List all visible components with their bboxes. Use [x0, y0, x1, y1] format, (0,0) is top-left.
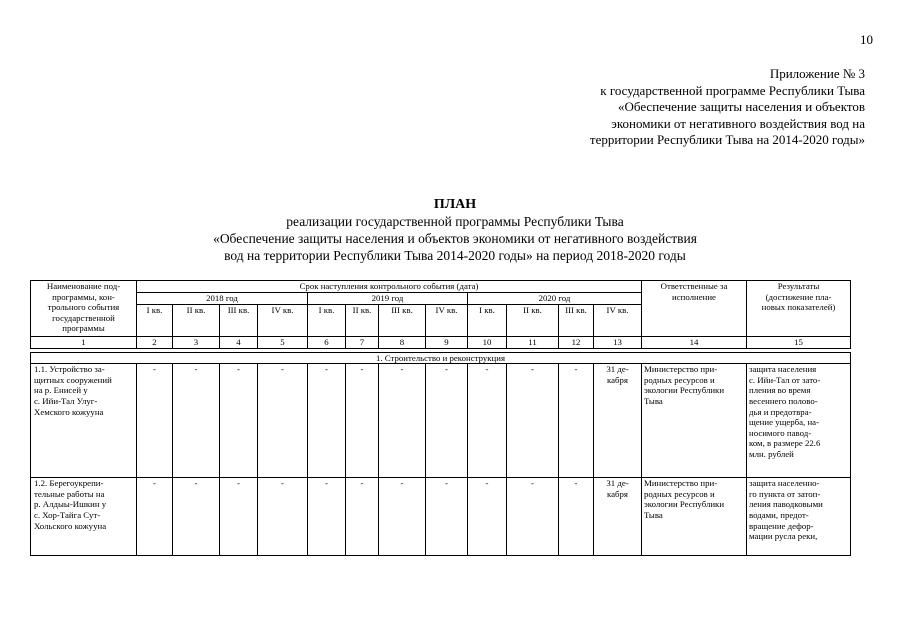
header-results: Результаты (достижение пла- новых показателей): [747, 281, 851, 337]
quarter-cell: -: [346, 478, 379, 556]
column-number: 1: [31, 337, 137, 349]
quarter-cell: -: [507, 364, 559, 478]
column-number: 9: [426, 337, 468, 349]
column-number: 15: [747, 337, 851, 349]
quarter-cell: -: [379, 364, 426, 478]
plan-title: ПЛАН: [433, 197, 477, 212]
column-number: 14: [642, 337, 747, 349]
plan-subtitle-line: вод на территории Республики Тыва 2014-2020 годы» на период 2018-2020 годы: [224, 248, 686, 263]
quarter-cell: -: [559, 364, 594, 478]
appendix-line: к государственной программе Республики Тыва: [600, 82, 865, 98]
appendix-line: экономики от негативного воздействия вод на: [611, 115, 865, 131]
header-quarter: III кв.: [559, 305, 594, 337]
quarter-cell: -: [137, 364, 173, 478]
column-number: 10: [468, 337, 507, 349]
header-quarter: IV кв.: [426, 305, 468, 337]
section-title: 1. Строительство и реконструкция: [31, 352, 851, 364]
quarter-cell: -: [308, 364, 346, 478]
quarter-cell: -: [220, 364, 258, 478]
header-quarter: II кв.: [507, 305, 559, 337]
plan-subtitle-line: реализации государственной программы Республики Тыва: [286, 214, 624, 229]
column-number: 3: [173, 337, 220, 349]
appendix-block: [505, 66, 865, 149]
column-number: 5: [258, 337, 308, 349]
row-responsible: Министерство при- родных ресурсов и экологии Республики Тыва: [642, 364, 747, 478]
header-quarter: I кв.: [308, 305, 346, 337]
quarter-cell: -: [137, 478, 173, 556]
quarter-cell: -: [468, 478, 507, 556]
header-quarter: II кв.: [173, 305, 220, 337]
header-deadline: Срок наступления контрольного события (дата): [137, 281, 642, 293]
column-number: 8: [379, 337, 426, 349]
header-responsible: Ответственные за исполнение: [642, 281, 747, 337]
column-number: 4: [220, 337, 258, 349]
page-number: 10: [860, 32, 873, 47]
row-name: 1.2. Берегоукрепи- тельные работы на р. Алдыы-Ишкин у с. Хор-Тайга Сут- Хольского кожууна: [31, 478, 137, 556]
column-number: 12: [559, 337, 594, 349]
quarter-cell: -: [308, 478, 346, 556]
header-name: Наименование под- программы, кон- трольного события государственной программы: [31, 281, 137, 337]
quarter-cell: -: [426, 364, 468, 478]
quarter-cell: -: [258, 478, 308, 556]
quarter-cell: -: [346, 364, 379, 478]
row-result: защита населения с. Ийи-Тал от зато- пления во время весеннего полово- дья и предотвра- щение ущерба, на- носимого павод- ком, в размере 22.6 млн. рублей: [747, 364, 851, 478]
quarter-cell-deadline: 31 де- кабря: [594, 478, 642, 556]
plan-heading: [120, 196, 790, 264]
quarter-cell: -: [507, 478, 559, 556]
table-row: [31, 478, 851, 556]
column-number: 2: [137, 337, 173, 349]
quarter-cell: -: [258, 364, 308, 478]
header-quarter: III кв.: [220, 305, 258, 337]
quarter-cell: -: [173, 364, 220, 478]
quarter-cell: -: [379, 478, 426, 556]
row-name: 1.1. Устройство за- щитных сооружений на р. Енисей у с. Ийи-Тал Улуг- Хемского кожууна: [31, 364, 137, 478]
header-year: 2019 год: [308, 293, 468, 305]
table-row: [31, 364, 851, 478]
quarter-cell: -: [468, 364, 507, 478]
appendix-line: территории Республики Тыва на 2014-2020 годы»: [589, 132, 865, 147]
header-year: 2020 год: [468, 293, 642, 305]
appendix-line: Приложение № 3: [769, 66, 865, 81]
column-number: 6: [308, 337, 346, 349]
header-quarter: IV кв.: [594, 305, 642, 337]
row-result: защита населенно- го пункта от затоп- ления паводковыми водами, предот- вращение дефор- мации русла реки,: [747, 478, 851, 556]
plan-table: [30, 280, 851, 556]
column-number: 7: [346, 337, 379, 349]
plan-subtitle-line: «Обеспечение защиты населения и объектов экономики от негативного воздействия: [213, 231, 697, 246]
column-number: 11: [507, 337, 559, 349]
header-year: 2018 год: [137, 293, 308, 305]
appendix-line: «Обеспечение защиты населения и объектов: [618, 99, 865, 114]
header-quarter: I кв.: [468, 305, 507, 337]
quarter-cell: -: [426, 478, 468, 556]
quarter-cell: -: [173, 478, 220, 556]
quarter-cell: -: [220, 478, 258, 556]
header-quarter: II кв.: [346, 305, 379, 337]
quarter-cell-deadline: 31 де- кабря: [594, 364, 642, 478]
row-responsible: Министерство при- родных ресурсов и экологии Республики Тыва: [642, 478, 747, 556]
header-quarter: IV кв.: [258, 305, 308, 337]
header-quarter: III кв.: [379, 305, 426, 337]
header-quarter: I кв.: [137, 305, 173, 337]
quarter-cell: -: [559, 478, 594, 556]
column-number: 13: [594, 337, 642, 349]
